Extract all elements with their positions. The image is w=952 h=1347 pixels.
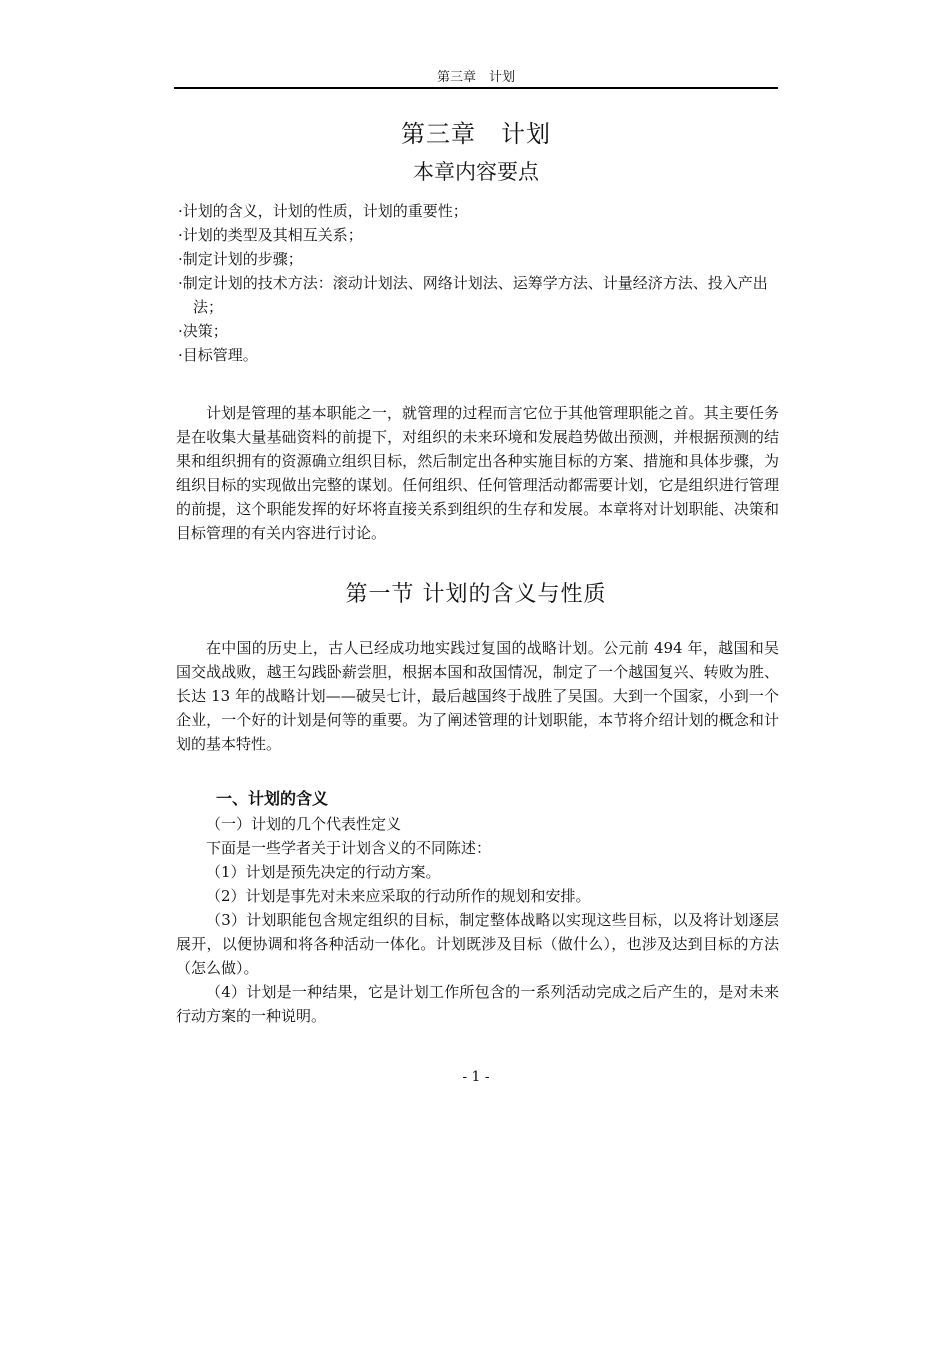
definition-item: （3）计划职能包含规定组织的目标，制定整体战略以实现这些目标，以及将计划逐层展开，以便协调和将各种活动一体化。计划既涉及目标（做什么），也涉及达到目标的方法（怎么做）。 bbox=[176, 911, 779, 977]
key-point-item: ·制定计划的技术方法：滚动计划法、网络计划法、运筹学方法、计量经济方法、投入产出法； bbox=[178, 274, 768, 316]
history-paragraph: 在中国的历史上，古人已经成功地实践过复国的战略计划。公元前 494 年，越国和吴国交战战败，越王勾践卧薪尝胆，根据本国和敌国情况，制定了一个越国复兴、转败为胜、长达 13 年的战略计划——破吴七计，最后越国终于战胜了吴国。大到一个国家，小到一个企业，一个好的计划是何等的重要。为了阐述管理的计划职能，本节将介绍计划的概念和计划的基本特性。 bbox=[176, 639, 779, 753]
lead-in-text: 下面是一些学者关于计划含义的不同陈述： bbox=[206, 839, 492, 857]
subsubsection-heading: （一）计划的几个代表性定义 bbox=[206, 815, 402, 833]
key-point-item: ·目标管理。 bbox=[178, 346, 258, 364]
page-number: - 1 - bbox=[462, 1069, 490, 1085]
definition-item: （4）计划是一种结果，它是计划工作所包含的一系列活动完成之后产生的，是对未来行动方案的一种说明。 bbox=[176, 983, 779, 1025]
key-points-list bbox=[178, 199, 782, 367]
key-points-heading: 本章内容要点 bbox=[413, 160, 539, 184]
history-block bbox=[176, 636, 779, 756]
running-header: 第三章 计划 bbox=[436, 70, 515, 85]
key-point-item: ·计划的含义，计划的性质，计划的重要性； bbox=[178, 202, 468, 220]
key-point-item: ·决策； bbox=[178, 322, 228, 340]
key-point-item: ·制定计划的步骤； bbox=[178, 250, 303, 268]
subsection-heading: 一、计划的含义 bbox=[216, 789, 329, 808]
definition-item: （2）计划是事先对未来应采取的行动所作的规划和安排。 bbox=[206, 887, 591, 905]
definition-item: （1）计划是预先决定的行动方案。 bbox=[206, 863, 441, 881]
intro-paragraph: 计划是管理的基本职能之一，就管理的过程而言它位于其他管理职能之首。其主要任务是在收集大量基础资料的前提下，对组织的未来环境和发展趋势做出预测，并根据预测的结果和组织拥有的资源确立组织目标，然后制定出各种实施目标的方案、措施和具体步骤，为组织目标的实现做出完整的谋划。任何组织、任何管理活动都需要计划，它是组织进行管理的前提，这个职能发挥的好坏将直接关系到组织的生存和发展。本章将对计划职能、决策和目标管理的有关内容进行讨论。 bbox=[176, 404, 779, 542]
key-point-item: ·计划的类型及其相互关系； bbox=[178, 226, 363, 244]
section-title: 第一节 计划的含义与性质 bbox=[345, 582, 607, 607]
definitions-block bbox=[176, 812, 779, 1028]
chapter-title: 第三章 计划 bbox=[401, 120, 551, 148]
header-rule bbox=[174, 87, 778, 89]
intro-block bbox=[176, 401, 779, 545]
